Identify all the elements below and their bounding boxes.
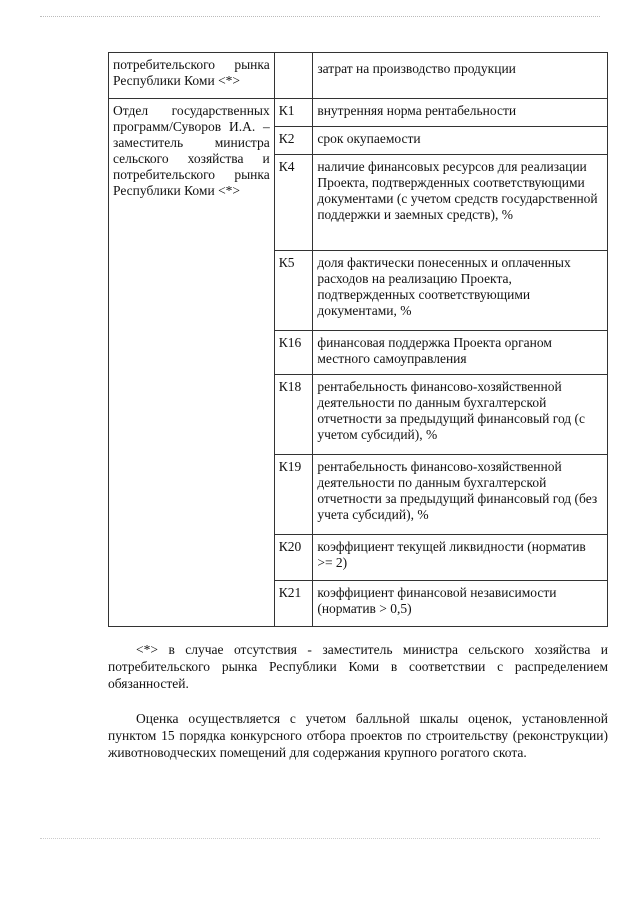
table-row [109,99,608,127]
department-cell: Отдел государственных программ/Суворов И.А. – заместитель министра сельского хозяйства и потребительского рынка Республики Коми <*> [109,99,275,627]
description-cell: затрат на производство продукции [313,53,608,99]
description-cell: коэффициент текущей ликвидности (норматив >= 2) [313,535,608,581]
scan-artifact-bottom [40,838,600,841]
description-cell: финансовая поддержка Проекта органом местного самоуправления [313,331,608,375]
description-cell: коэффициент финансовой независимости (норматив > 0,5) [313,581,608,627]
description-cell: внутренняя норма рентабельности [313,99,608,127]
footnote: <*> в случае отсутствия - заместитель министра сельского хозяйства и потребительского рынка Республики Коми в соответствии с распределением обязанностей. [108,642,608,691]
department-cell-continued: потребительского рынка Республики Коми <*> [109,53,275,99]
code-cell: К4 [274,155,313,251]
description-cell: доля фактически понесенных и оплаченных расходов на реализацию Проекта, подтвержденных соответствующими документами, % [313,251,608,331]
description-cell: наличие финансовых ресурсов для реализации Проекта, подтвержденных соответствующими документами (с учетом средств государственной поддержки и заемных средств), % [313,155,608,251]
code-cell: К16 [274,331,313,375]
criteria-table [108,52,608,627]
code-cell: К21 [274,581,313,627]
table-row [109,53,608,99]
code-cell: К20 [274,535,313,581]
code-cell: К18 [274,375,313,455]
code-cell: К2 [274,127,313,155]
scan-artifact-top [40,16,600,21]
notes-section [108,641,608,779]
code-cell: К1 [274,99,313,127]
code-cell: К19 [274,455,313,535]
description-cell: срок окупаемости [313,127,608,155]
code-cell: К5 [274,251,313,331]
evaluation-paragraph: Оценка осуществляется с учетом балльной шкалы оценок, установленной пунктом 15 порядка конкурсного отбора проектов по строительству (реконструкции) животноводческих помещений для содержания крупного рогатого скота. [108,711,608,760]
description-cell: рентабельность финансово-хозяйственной деятельности по данным бухгалтерской отчетности за предыдущий финансовый год (с учетом субсидий), % [313,375,608,455]
description-cell: рентабельность финансово-хозяйственной деятельности по данным бухгалтерской отчетности за предыдущий финансовый год (без учета субсидий), % [313,455,608,535]
code-cell [274,53,313,99]
